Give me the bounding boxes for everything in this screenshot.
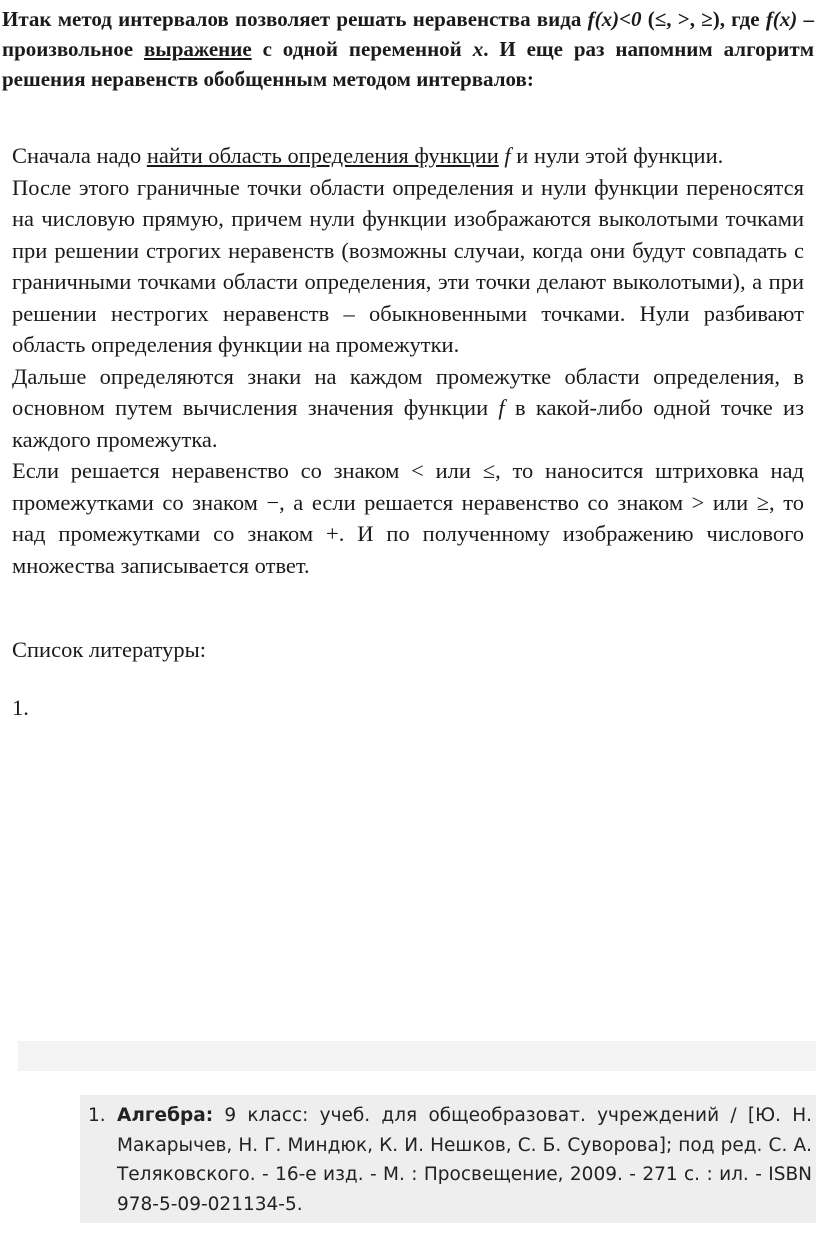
intro-fx-inequality: f(x)<0 — [587, 7, 642, 31]
intro-x: x — [472, 37, 484, 61]
intro-text-3: – произвольное — [2, 7, 815, 61]
intro-paragraph — [2, 4, 814, 94]
paragraph-4: Если решается неравенство со знаком < или ≤, то наносится штриховка над промежутками со знаком −, а если решается неравенство со знаком > или ≥, то над промежутками со знаком +. И по полученному изображению числового множества записывается ответ. — [12, 458, 804, 578]
references-number: 1. — [12, 695, 29, 720]
paragraph-3-start: Дальше определяются знаки на каждом промежутке области определения, в основном путем вычисления значения функции — [12, 363, 804, 420]
intro-link-vyrazhenie[interactable]: выражение — [143, 37, 252, 61]
reference-item-title: Алгебра: — [117, 1105, 214, 1126]
paragraph-1 — [12, 140, 804, 172]
intro-text-4: с одной переменной — [251, 37, 473, 61]
reference-box — [80, 1095, 816, 1223]
link-domain-of-function[interactable]: найти область определения функции — [146, 143, 499, 168]
intro-text-2: (≤, >, ≥), где — [641, 7, 766, 31]
paragraph-2: После этого граничные точки области определения и нули функции переносятся на числовую прямую, причем нули функции изображаются выколотыми точками при решении строгих неравенств (возможны случаи, когда они будут совпадать с граничными точками области определения, эти точки делают выколотыми), а при решении нестрогих неравенств – обыкновенными точками. Нули разбивают область определения функции на промежутки. — [12, 174, 804, 357]
intro-fx: f(x) — [765, 7, 798, 31]
intro-itak: Итак — [2, 7, 52, 31]
grey-separator-band — [18, 1041, 816, 1071]
intro-text-1: метод интервалов позволяет решать неравенства вида — [51, 7, 588, 31]
reference-item-text: 9 класс: учеб. для общеобразоват. учреждений / [Ю. Н. Макарычев, Н. Г. Миндюк, К. И. Нешков, С. Б. Суворова]; под ред. С. А. Теляковского. - 16-е изд. - М. : Просвещение, 2009. - 271 с. : ил. - ISBN 978-5-09-021134-5. — [117, 1105, 812, 1215]
references-heading: Список литературы: — [12, 637, 207, 662]
reference-item-number: 1. — [88, 1105, 106, 1126]
intro-text-5: . И еще раз напомним алгоритм решения неравенств обобщенным методом интервалов: — [2, 37, 814, 91]
paragraph-3 — [12, 361, 804, 456]
paragraph-3-end: в какой-либо одной точке из каждого промежутка. — [12, 395, 804, 452]
paragraph-1-start: Сначала надо — [12, 143, 147, 168]
paragraph-1-f: f — [504, 143, 511, 168]
reference-list — [80, 1095, 816, 1219]
paragraph-3-f: f — [498, 395, 505, 420]
paragraph-1-end: и нули этой функции. — [510, 143, 724, 168]
algorithm-text — [12, 140, 804, 581]
reference-item — [80, 1095, 816, 1219]
